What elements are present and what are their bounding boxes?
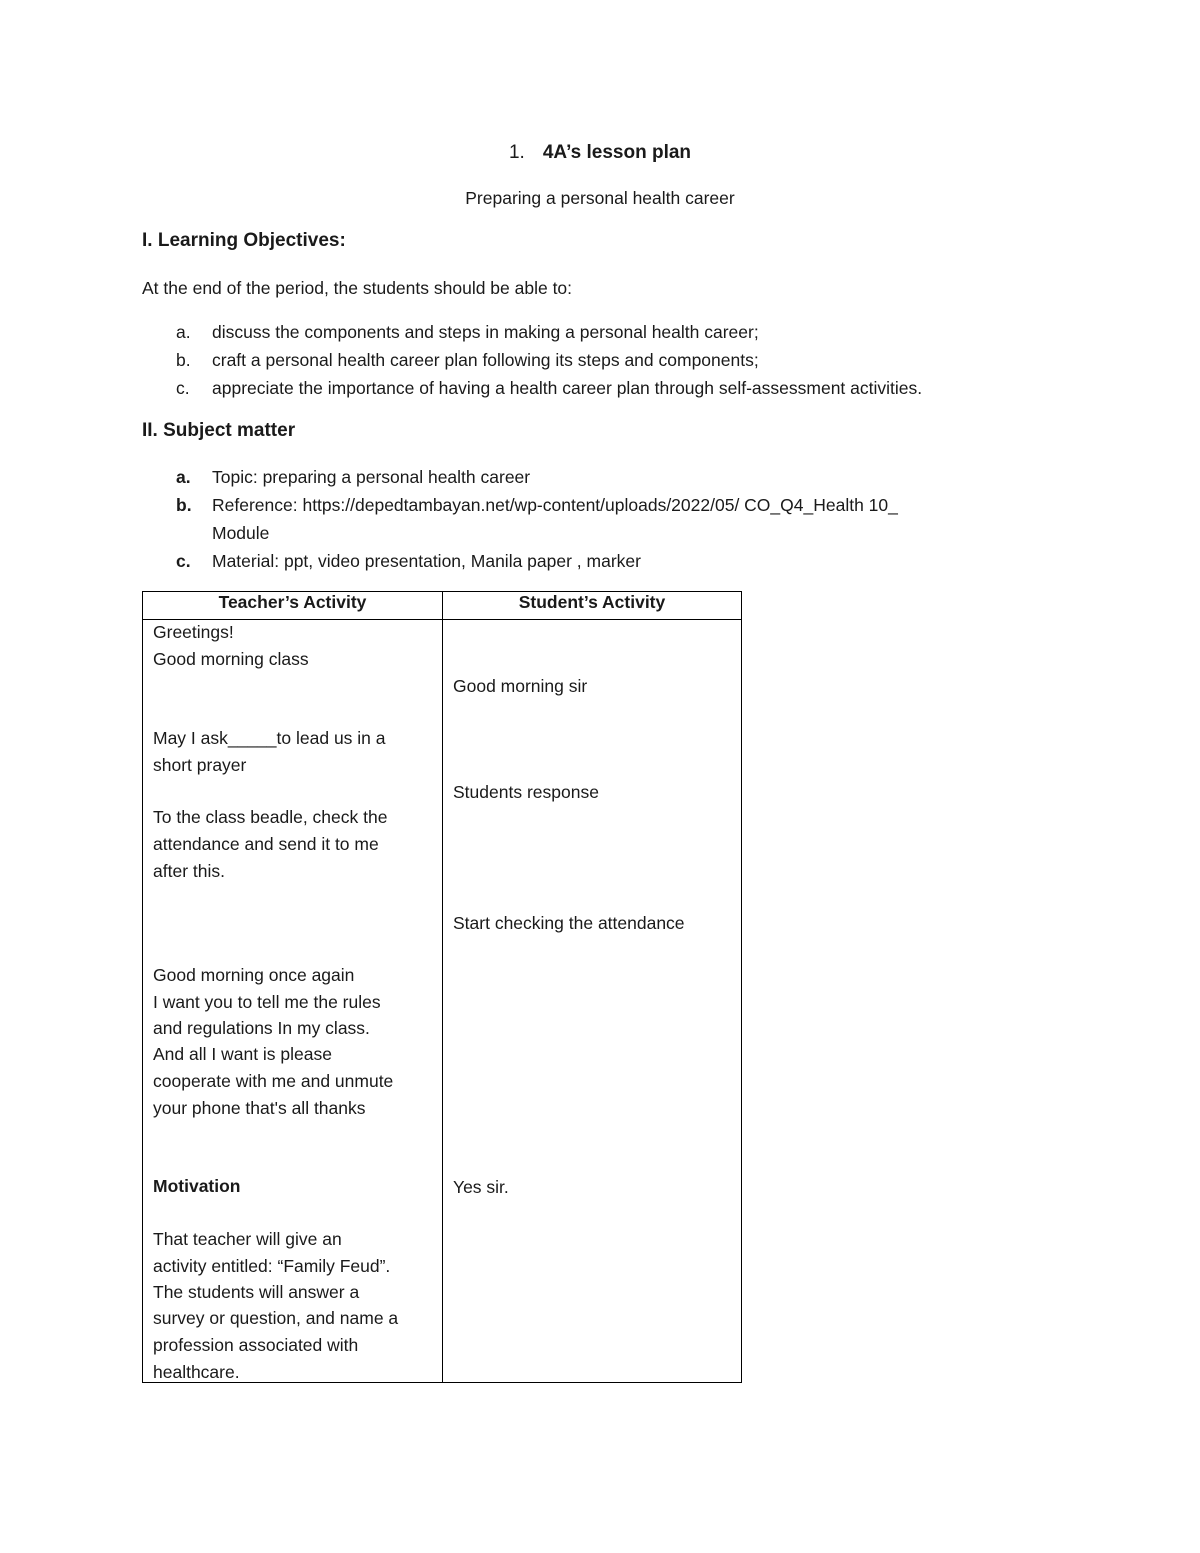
objectives-heading: I. Learning Objectives:: [142, 230, 346, 251]
teacher-line: activity entitled: “Family Feud”.: [153, 1256, 391, 1276]
teacher-line: after this.: [153, 861, 225, 881]
teacher-line: I want you to tell me the rules: [153, 992, 381, 1012]
student-line: Start checking the attendance: [453, 913, 685, 933]
list-text: discuss the components and steps in making a personal health career;: [212, 322, 759, 342]
list-text: appreciate the importance of having a health career plan through self-assessment activities.: [212, 378, 923, 398]
teacher-line: and regulations In my class.: [153, 1018, 370, 1038]
teacher-line: your phone that's all thanks: [153, 1098, 366, 1118]
teacher-line: Good morning once again: [153, 965, 355, 985]
teacher-line: And all I want is please: [153, 1044, 332, 1064]
list-text: Topic: preparing a personal health career: [212, 467, 531, 487]
motivation-heading: Motivation: [153, 1176, 241, 1196]
list-marker: c.: [176, 378, 190, 398]
table-header-row: [143, 592, 742, 620]
title-text: 4A’s lesson plan: [542, 142, 692, 163]
teacher-activity-cell: [143, 620, 443, 1383]
table-row: [143, 620, 742, 1383]
teacher-line: May I ask_____to lead us in a: [153, 728, 386, 748]
list-text: Module: [212, 523, 270, 543]
list-marker: b.: [176, 495, 192, 515]
activity-table: [142, 591, 742, 1383]
teacher-line: attendance and send it to me: [153, 834, 379, 854]
list-marker: a.: [176, 467, 191, 487]
student-line: Yes sir.: [453, 1177, 509, 1197]
teacher-line: Greetings!: [153, 622, 234, 642]
student-activity-cell: [443, 620, 742, 1383]
teacher-line: That teacher will give an: [153, 1229, 342, 1249]
teacher-line: survey or question, and name a: [153, 1308, 399, 1328]
list-text: Material: ppt, video presentation, Manila paper , marker: [212, 551, 641, 571]
list-marker: b.: [176, 350, 191, 370]
list-text: craft a personal health career plan following its steps and components;: [212, 350, 759, 370]
student-line: Students response: [453, 782, 599, 802]
teacher-line: cooperate with me and unmute: [153, 1071, 394, 1091]
student-line: Good morning sir: [453, 676, 588, 696]
objectives-intro: At the end of the period, the students should be able to:: [142, 278, 573, 298]
teacher-line: Good morning class: [153, 649, 309, 669]
teacher-activity-header: Teacher’s Activity: [143, 592, 443, 620]
subject-matter-heading: II. Subject matter: [142, 420, 296, 441]
list-marker: c.: [176, 551, 191, 571]
title-number: 1.: [508, 142, 525, 163]
teacher-line: To the class beadle, check the: [153, 807, 388, 827]
document-subtitle: Preparing a personal health career: [465, 188, 735, 208]
student-activity-header: Student’s Activity: [443, 592, 742, 620]
teacher-line: The students will answer a: [153, 1282, 360, 1302]
list-marker: a.: [176, 322, 191, 342]
document-title: [0, 142, 1200, 164]
list-text: Reference: https://depedtambayan.net/wp-content/uploads/2022/05/ CO_Q4_Health 10_: [212, 495, 898, 515]
teacher-line: short prayer: [153, 755, 247, 775]
teacher-line: profession associated with: [153, 1335, 359, 1355]
teacher-line: healthcare.: [153, 1362, 240, 1382]
